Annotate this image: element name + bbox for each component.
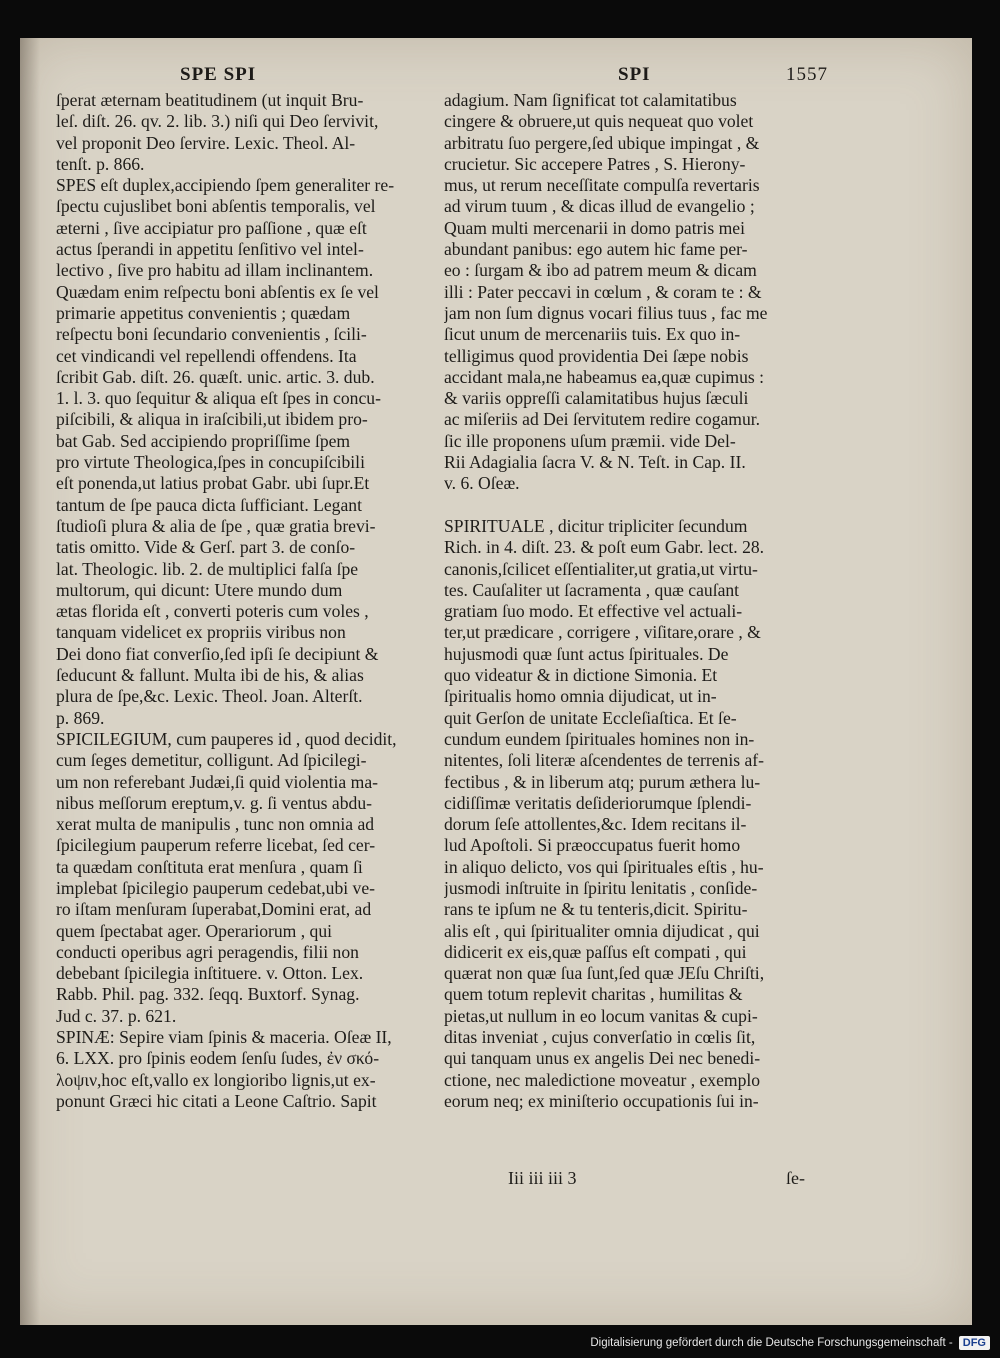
text-line: quem ſpectabat ager. Operariorum , qui — [56, 920, 333, 941]
text-line: mus, ut rerum neceſſitate compulſa revertaris — [444, 175, 760, 196]
text-line: quærat non quæ ſua ſunt,ſed quæ JEſu Chriſti, — [444, 963, 765, 984]
text-line: canonis,ſcilicet eſſentialiter,ut gratia,ut virtu- — [444, 558, 758, 579]
text-line: piſcibili, & aliqua in iraſcibili,ut ibidem pro- — [56, 409, 368, 430]
text-line: v. 6. Oſeæ. — [444, 473, 520, 494]
text-line: leſ. diſt. 26. qv. 2. lib. 3.) niſi qui Deo ſervivit, — [56, 111, 379, 132]
text-line: SPINÆ: Sepire viam ſpinis & maceria. Oſeæ II, — [56, 1027, 392, 1048]
text-line: arbitratu ſuo pergere,ſed ubique impingat , & — [444, 132, 760, 153]
text-line: debebant ſpicilegia inſtituere. v. Otton. Lex. — [56, 963, 364, 984]
text-line: quo videatur & in dictione Simonia. Et — [444, 665, 718, 686]
text-line: eſt ponenda,ut latius probat Gabr. ubi ſupr.Et — [56, 473, 370, 494]
text-line: cingere & obruere,ut quis nequeat quo volet — [444, 111, 754, 132]
digitization-footer — [590, 1332, 990, 1354]
text-line: ro iſtam menſuram ſuperabat,Domini erat, ad — [56, 899, 372, 920]
text-line: SPIRITUALE , dicitur tripliciter ſecundum — [444, 515, 748, 536]
text-line: tes. Cauſaliter ut ſacramenta , quæ cauſant — [444, 579, 740, 600]
text-line: conducti operibus agri peragendis, filii non — [56, 941, 359, 962]
text-line: Jud c. 37. p. 621. — [56, 1005, 177, 1026]
text-line: pro virtute Theologica,ſpes in concupiſcibili — [56, 452, 365, 473]
page-gutter-shadow — [20, 38, 40, 1325]
text-line: dorum ſeſe attollentes,&c. Idem recitans il- — [444, 814, 747, 835]
text-line: nibus meſſorum ereptum,v. g. ſi ventus abdu- — [56, 792, 372, 813]
text-line: cum ſeges demetitur, colligunt. Ad ſpicilegi- — [56, 750, 367, 771]
text-line: quem totum replevit charitas , humilitas & — [444, 984, 743, 1005]
text-line: um non referebant Judæi,ſi quid violentia ma- — [56, 771, 378, 792]
text-line: eo : ſurgam & ibo ad patrem meum & dicam — [444, 260, 757, 281]
text-line: ſpectu cujuslibet boni abſentis temporalis, vel — [56, 196, 376, 217]
text-line: SPICILEGIUM, cum pauperes id , quod decidit, — [56, 728, 397, 749]
text-line: actus ſperandi in appetitu ſenſitivo vel intel- — [56, 239, 364, 260]
text-line: ſic ille proponens uſum præmii. vide Del- — [444, 430, 736, 451]
text-line: crucietur. Sic accepere Patres , S. Hierony- — [444, 153, 746, 174]
running-head-right: SPI — [618, 64, 651, 85]
text-line: ter,ut prædicare , corrigere , viſitare,orare , & — [444, 622, 761, 643]
text-line: ta quædam conſtituta erat menſura , quam ſi — [56, 856, 363, 877]
text-line: ac miſeriis ad Dei ſervitutem redire cogamur. — [444, 409, 761, 430]
text-line: Rich. in 4. diſt. 23. & poſt eum Gabr. lect. 28. — [444, 537, 765, 558]
text-line: ponunt Græci hic citati a Leone Caſtrio. Sapit — [56, 1090, 377, 1111]
text-line: ſcribit Gab. diſt. 26. quæſt. unic. artic. 3. dub. — [56, 366, 375, 387]
text-line: in aliquo delicto, vos qui ſpirituales eſtis , hu- — [444, 856, 764, 877]
right-column — [444, 90, 820, 1112]
text-line: quit Gerſon de unitate Eccleſiaſtica. Et ſe- — [444, 707, 737, 728]
catchword: ſe- — [786, 1168, 805, 1188]
text-line: ſicut unum de mercenariis tuis. Ex quo in- — [444, 324, 741, 345]
text-line: reſpectu boni ſecundario convenientis , ſcili- — [56, 324, 367, 345]
text-line: ctione, nec maledictione moveatur , exemplo — [444, 1069, 761, 1090]
text-line: & variis oppreſſi calamitatibus hujus ſæculi — [444, 388, 749, 409]
text-line: vel proponit Deo ſervire. Lexic. Theol. Al- — [56, 132, 356, 153]
text-line: cidiſſimæ veritatis deſideriorumque ſplendi- — [444, 792, 752, 813]
dfg-logo: DFG — [959, 1336, 990, 1350]
text-line: SPES eſt duplex,accipiendo ſpem generaliter re- — [56, 175, 395, 196]
text-line: xerat multa de manipulis , tunc non omnia ad — [56, 814, 375, 835]
text-line: abundant panibus: ego autem hic fame per- — [444, 239, 748, 260]
text-line: primarie appetitus convenientis ; quædam — [56, 302, 351, 323]
text-line: ætas florida eſt , converti poteris cum voles , — [56, 601, 369, 622]
text-line: tenſt. p. 866. — [56, 153, 145, 174]
page-number: 1557 — [786, 64, 828, 85]
paragraph-gap — [444, 495, 820, 516]
running-head-left: SPE SPI — [180, 64, 257, 85]
text-line: qui tanquam unus ex angelis Dei nec benedi- — [444, 1048, 761, 1069]
text-line: æterni , ſive accipiatur pro paſſione , quæ eſt — [56, 217, 367, 238]
text-line: plura de ſpe,&c. Lexic. Theol. Joan. Alterſt. — [56, 686, 363, 707]
text-line: lat. Theologic. lib. 2. de multiplici falſa ſpe — [56, 558, 359, 579]
text-line: ſeducunt & fallunt. Multa ibi de his, & alias — [56, 665, 364, 686]
text-line: ditas inveniat , cujus converſatio in cœlis ſit, — [444, 1027, 756, 1048]
text-line: Quam multi mercenarii in domo patris mei — [444, 217, 745, 238]
text-line: jam non ſum dignus vocari filius tuus , fac me — [444, 302, 768, 323]
text-line: didicerit ex eis,quæ paſſus eſt compati , qui — [444, 941, 747, 962]
signature-mark: Iii iii iii 3 — [508, 1168, 577, 1188]
text-line: alis eſt , qui ſpiritualiter omnia dijudicat , qui — [444, 920, 760, 941]
text-line: rans te ipſum ne & tu tenteris,dicit. Spiritu- — [444, 899, 748, 920]
text-line: jusmodi inſtruite in ſpiritu lenitatis , conſide- — [444, 877, 758, 898]
text-line: tanquam videlicet ex propriis viribus non — [56, 622, 346, 643]
left-column — [56, 90, 438, 1112]
text-line: cet vindicandi vel repellendi offendens. Ita — [56, 345, 357, 366]
text-line: multorum, qui dicunt: Utere mundo dum — [56, 579, 343, 600]
text-line: nitentes, ſoli literæ aſcendentes de terrenis af- — [444, 750, 764, 771]
text-line: λοψιν,hoc eſt,vallo ex longioribo lignis,ut ex- — [56, 1069, 376, 1090]
footer-text: Digitalisierung gefördert durch die Deutsche Forschungsgemeinschaft - — [590, 1337, 953, 1349]
text-line: telligimus quod providentia Dei ſæpe nobis — [444, 345, 749, 366]
text-line: ſtudioſi plura & alia de ſpe , quæ gratia brevi- — [56, 515, 376, 536]
text-line: gratiam ſuo modo. Et effective vel actuali- — [444, 601, 743, 622]
text-line: p. 869. — [56, 707, 105, 728]
text-line: ſpiritualis homo omnia dijudicat, ut in- — [444, 686, 717, 707]
text-line: hujusmodi quæ ſunt actus ſpirituales. De — [444, 643, 729, 664]
text-line: Rii Adagialia ſacra V. & N. Teſt. in Cap. II. — [444, 452, 746, 473]
text-line: Quædam enim reſpectu boni abſentis ex ſe vel — [56, 281, 379, 302]
text-line: fectibus , & in liberum atq; purum æthera lu- — [444, 771, 761, 792]
text-line: ad virum tuum , & dicas illud de evangelio ; — [444, 196, 755, 217]
text-line: lectivo , ſive pro habitu ad illam inclinantem. — [56, 260, 374, 281]
text-line: Dei dono fiat converſio,ſed ipſi ſe decipiunt & — [56, 643, 379, 664]
text-line: ſpicilegium pauperum referre licebat, ſed cer- — [56, 835, 376, 856]
text-line: adagium. Nam ſignificat tot calamitatibus — [444, 90, 737, 110]
text-line: eorum neq; ex miniſterio occupationis ſui in- — [444, 1090, 759, 1111]
text-line: bat Gab. Sed accipiendo propriſſime ſpem — [56, 430, 351, 451]
text-line: tantum de ſpe pauca dicta ſufficiant. Legant — [56, 494, 362, 515]
text-line: 6. LXX. pro ſpinis eodem ſenſu ſudes, ἐν σκό- — [56, 1048, 380, 1069]
text-line: 1. l. 3. quo ſequitur & aliqua eſt ſpes in concu- — [56, 388, 381, 409]
text-line: pietas,ut nullum in eo locum vanitas & cupi- — [444, 1005, 758, 1026]
text-line: cundum eundem ſpirituales homines non in- — [444, 728, 755, 749]
text-line: illi : Pater peccavi in cœlum , & coram te : & — [444, 281, 762, 302]
text-line: Rabb. Phil. pag. 332. ſeqq. Buxtorf. Synag. — [56, 984, 360, 1005]
text-line: accidant mala,ne habeamus ea,quæ cupimus : — [444, 366, 764, 387]
text-line: lud Apoſtoli. Si præoccupatus fuerit homo — [444, 835, 741, 856]
text-line: ſperat æternam beatitudinem (ut inquit Bru- — [56, 90, 364, 110]
text-line: tatis omitto. Vide & Gerſ. part 3. de conſo- — [56, 537, 356, 558]
text-line: implebat ſpicilegio pauperum cedebat,ubi ve- — [56, 877, 376, 898]
